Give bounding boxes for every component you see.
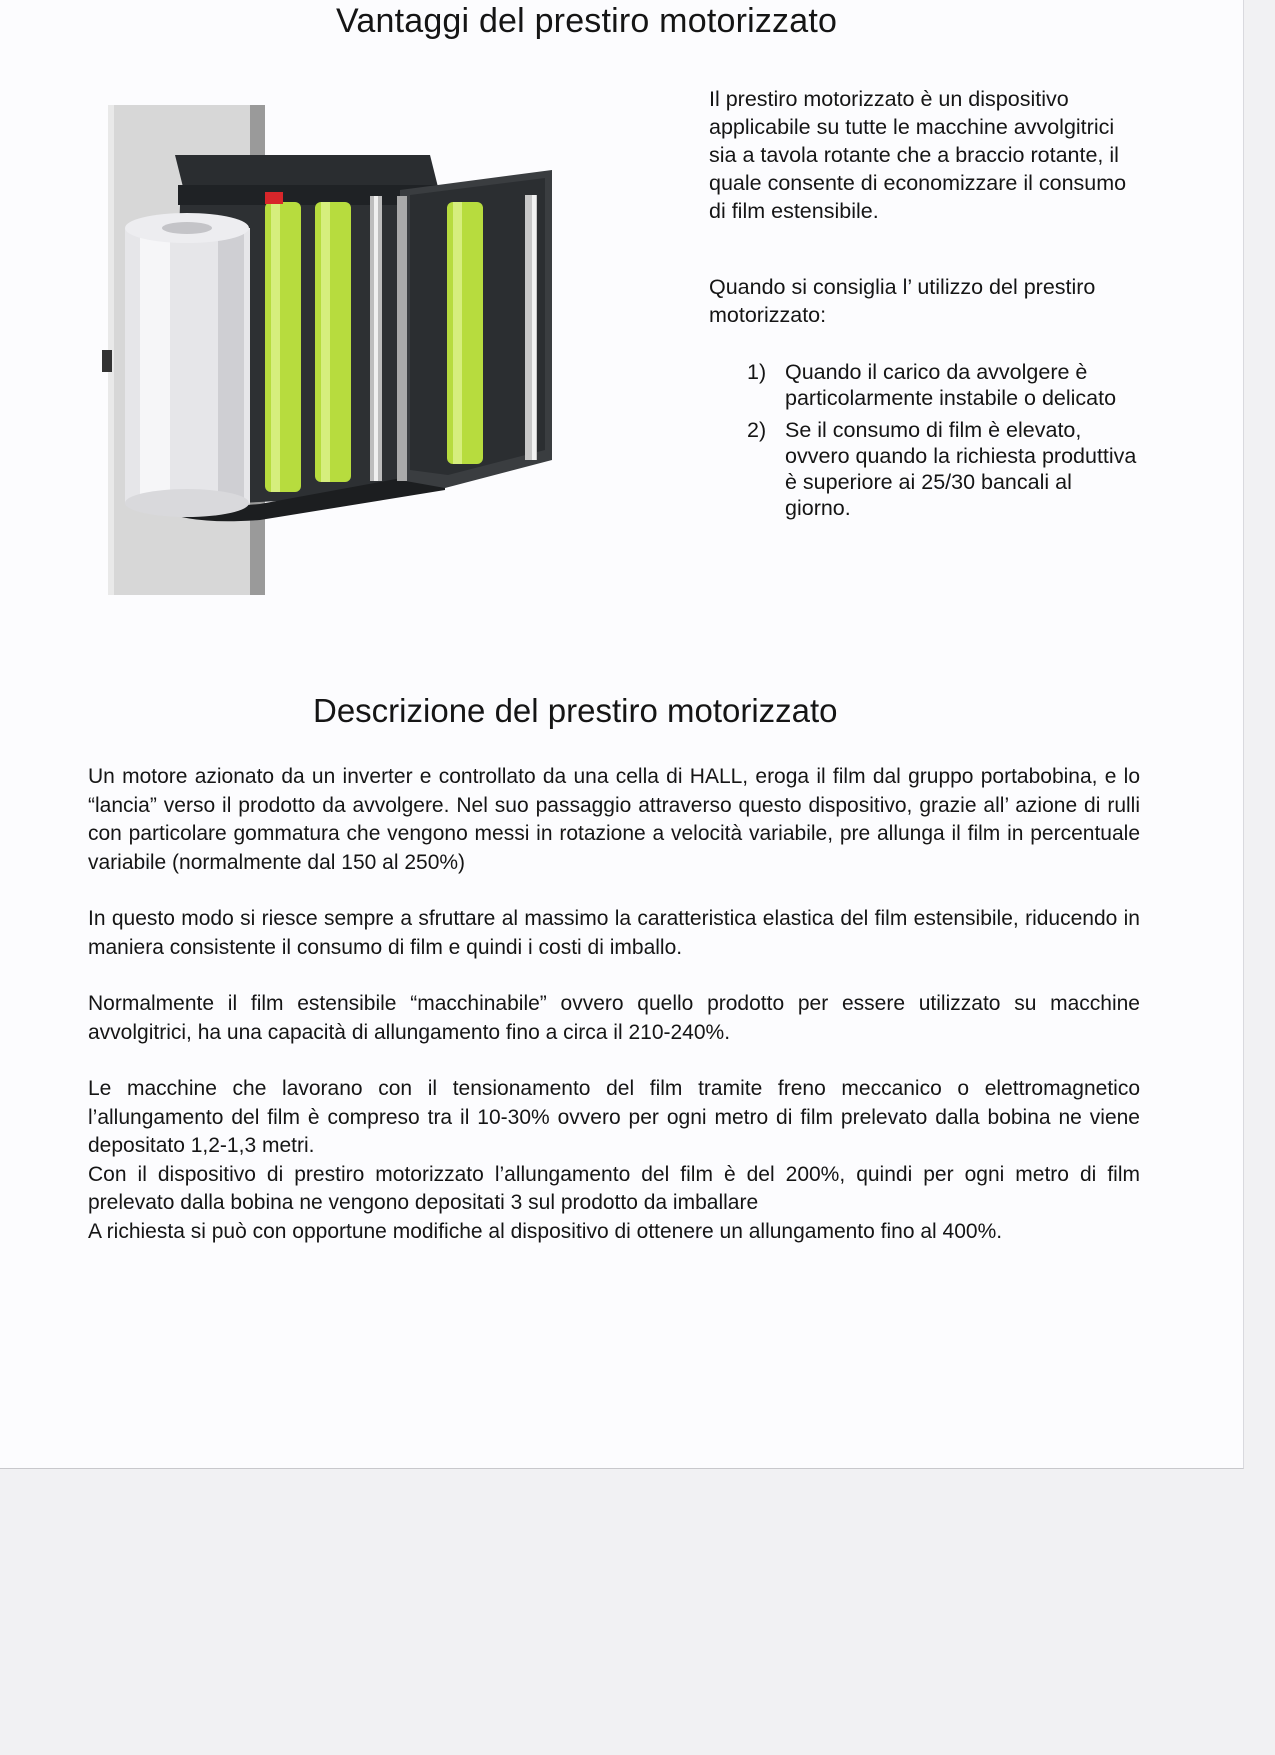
paragraph: Con il dispositivo di prestiro motorizzato l’allungamento del film è del 200%, quindi per ogni metro di film prelevato dalla bobina ne vengono depositati 3 sul prodotto da imballare bbox=[88, 1162, 1140, 1214]
list-number: 1) bbox=[747, 360, 767, 384]
list-item bbox=[709, 359, 1139, 411]
paragraph: Le macchine che lavorano con il tensionamento del film tramite freno meccanico o elettromagnetico l’allungamento del film è compreso tra il 10-30% ovvero per ogni metro di film prelevato dalla bobina ne viene depositato 1,2-1,3 metri. bbox=[88, 1077, 1140, 1157]
paragraph: In questo modo si riesce sempre a sfruttare al massimo la caratteristica elastica del film estensibile, riducendo in maniera consistente il consumo di film e quindi i costi di imballo. bbox=[88, 907, 1140, 959]
description-body bbox=[88, 763, 1140, 1246]
paragraph: A richiesta si può con opportune modifiche al dispositivo di ottenere un allungamento fino al 400%. bbox=[88, 1219, 1003, 1243]
usage-list bbox=[709, 359, 1139, 521]
usage-question: Quando si consiglia l’ utilizzo del prestiro motorizzato: bbox=[709, 275, 1096, 327]
paragraph: Normalmente il film estensibile “macchinabile” ovvero quello prodotto per essere utilizzato su macchine avvolgitrici, ha una capacità di allungamento fino a circa il 210-240%. bbox=[88, 992, 1140, 1044]
intro-text: Il prestiro motorizzato è un dispositivo applicabile su tutte le macchine avvolgitrici sia a tavola rotante che a braccio rotante, il quale consente di economizzare il consumo di film estensibile. bbox=[709, 87, 1127, 223]
list-item-text: Quando il carico da avvolgere è particolarmente instabile o delicato bbox=[785, 360, 1117, 410]
prestretch-device-photo bbox=[100, 100, 620, 600]
advantages-column bbox=[709, 85, 1139, 521]
list-item-text: Se il consumo di film è elevato, ovvero quando la richiesta produttiva è superiore ai 25/30 bancali al giorno. bbox=[785, 418, 1137, 520]
paragraph: Un motore azionato da un inverter e controllato da una cella di HALL, eroga il film dal gruppo portabobina, e lo “lancia” verso il prodotto da avvolgere. Nel suo passaggio attraverso questo dispositivo, grazie all’ azione di rulli con particolare gommatura che vengono messi in rotazione a velocità variabile, pre allunga il film in percentuale variabile (normalmente dal 150 al 250%) bbox=[88, 765, 1140, 874]
list-number: 2) bbox=[747, 418, 767, 442]
section-title: Descrizione del prestiro motorizzato bbox=[313, 692, 838, 729]
list-item bbox=[709, 417, 1139, 521]
page-title: Vantaggi del prestiro motorizzato bbox=[336, 2, 838, 40]
